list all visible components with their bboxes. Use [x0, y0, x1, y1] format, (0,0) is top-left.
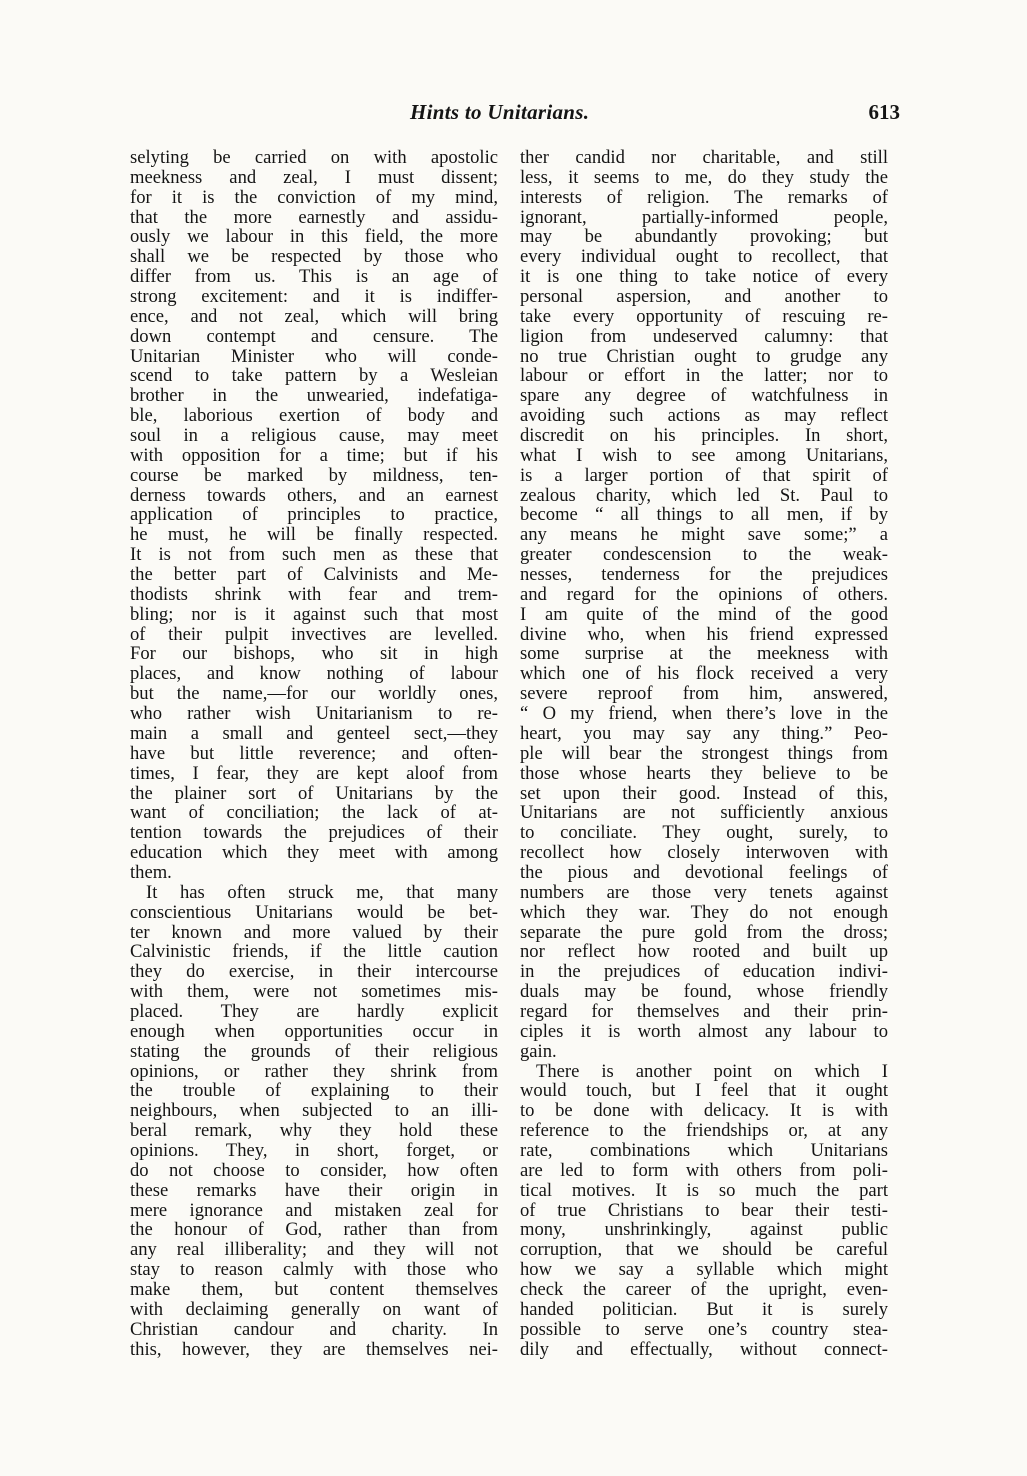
text-line: ously we labour in this field, the more [130, 227, 498, 248]
text-line: education which they meet with among [130, 843, 498, 863]
text-line: avoiding such actions as may reflect [520, 406, 888, 427]
text-line: the trouble of explaining to their [130, 1081, 498, 1102]
text-line: Calvinistic friends, if the little caution [130, 942, 498, 963]
text-line: ther candid nor charitable, and still [520, 148, 888, 168]
text-line: strong excitement: and it is indiffer- [130, 287, 498, 307]
text-line: what I wish to see among Unitarians, [520, 445, 888, 466]
text-line: possible to serve one’s country stea- [520, 1319, 888, 1340]
text-line: but the name,—for our worldly ones, [130, 684, 498, 705]
text-line: who rather wish Unitarianism to re- [130, 704, 498, 724]
text-line: the honour of God, rather than from [130, 1220, 498, 1241]
text-line: dily and effectually, without connect- [520, 1339, 888, 1360]
text-line: conscientious Unitarians would be bet- [130, 902, 498, 923]
text-line: opinions. They, in short, forget, or [130, 1140, 498, 1161]
text-line: tical motives. It is so much the part [520, 1180, 888, 1201]
text-line: times, I fear, they are kept aloof from [130, 763, 498, 784]
left-column [130, 148, 498, 1359]
text-line: less, it seems to me, do they study the [520, 167, 888, 188]
text-line: personal aspersion, and another to [520, 287, 888, 307]
text-line: for it is the conviction of my mind, [130, 187, 498, 208]
text-line: recollect how closely interwoven with [520, 843, 888, 863]
right-column [520, 148, 888, 1359]
text-line: beral remark, why they hold these [130, 1121, 498, 1141]
text-line: brother in the unwearied, indefatiga- [130, 386, 498, 407]
text-line: application of principles to practice, [130, 505, 498, 526]
text-line: places, and know nothing of labour [130, 664, 498, 685]
text-line: he must, he will be finally respected. [130, 525, 498, 546]
text-line: reference to the friendships or, at any [520, 1121, 888, 1141]
text-line: check the career of the upright, even- [520, 1279, 888, 1300]
text-line: Unitarians are not sufficiently anxious [520, 803, 888, 824]
text-line: with them, were not sometimes mis- [130, 982, 498, 1002]
text-line: ligion from undeserved calumny: that [520, 326, 888, 347]
text-line: are led to form with others from poli- [520, 1160, 888, 1181]
text-line: separate the pure gold from the dross; [520, 922, 888, 943]
text-line: in the prejudices of education indivi- [520, 962, 888, 983]
text-line: would touch, but I feel that it ought [520, 1081, 888, 1102]
running-title: Hints to Unitarians. [410, 100, 590, 124]
text-line: ble, laborious exertion of body and [130, 406, 498, 427]
text-line: it is one thing to take notice of every [520, 267, 888, 288]
text-line: rate, combinations which Unitarians [520, 1140, 888, 1161]
text-line: placed. They are hardly explicit [130, 1001, 498, 1022]
text-line: It is not from such men as these that [130, 545, 498, 566]
text-line: ignorant, partially-informed people, [520, 207, 888, 228]
text-line: take every opportunity of rescuing re- [520, 306, 888, 327]
text-line: to be done with delicacy. It is with [520, 1101, 888, 1122]
text-line: the better part of Calvinists and Me- [130, 565, 498, 585]
text-line: differ from us. This is an age of [130, 267, 498, 288]
text-line: meekness and zeal, I must dissent; [130, 167, 498, 188]
text-line: handed politician. But it is surely [520, 1299, 888, 1320]
text-line: is a larger portion of that spirit of [520, 465, 888, 486]
text-line: neighbours, when subjected to an illi- [130, 1101, 498, 1122]
text-line: labour or effort in the latter; nor to [520, 366, 888, 387]
text-line: set upon their good. Instead of this, [520, 783, 888, 804]
text-line: may be abundantly provoking; but [520, 227, 888, 248]
text-line: derness towards others, and an earnest [130, 485, 498, 506]
text-line: course be marked by mildness, ten- [130, 465, 498, 486]
text-line: down contempt and censure. The [130, 326, 498, 347]
text-line: how we say a syllable which might [520, 1260, 888, 1280]
text-line: divine who, when his friend expressed [520, 624, 888, 645]
text-line: any means he might save some;” a [520, 525, 888, 546]
text-line: Christian candour and charity. In [130, 1319, 498, 1340]
text-line: nor reflect how rooted and built up [520, 942, 888, 963]
text-line: become “ all things to all men, if by [520, 505, 888, 526]
text-line: stay to reason calmly with those who [130, 1260, 498, 1280]
text-line: spare any degree of watchfulness in [520, 386, 888, 407]
text-line: “ O my friend, when there’s love in the [520, 704, 888, 724]
text-line: severe reproof from him, answered, [520, 684, 888, 705]
text-line: which they war. They do not enough [520, 902, 888, 923]
text-line: which one of his flock received a very [520, 664, 888, 685]
text-line: every individual ought to recollect, that [520, 247, 888, 268]
text-line: bling; nor is it against such that most [130, 604, 498, 625]
text-line: For our bishops, who sit in high [130, 644, 498, 665]
text-line: mony, unshrinkingly, against public [520, 1220, 888, 1241]
text-line: stating the grounds of their religious [130, 1041, 498, 1062]
text-line: discredit on his principles. In short, [520, 426, 888, 446]
text-line: any real illiberality; and they will not [130, 1240, 498, 1261]
text-line: no true Christian ought to grudge any [520, 346, 888, 367]
text-line: make them, but content themselves [130, 1279, 498, 1300]
text-line: ence, and not zeal, which will bring [130, 306, 498, 327]
text-line: them. [130, 862, 172, 883]
text-line: There is another point on which I [536, 1061, 888, 1082]
text-line: do not choose to consider, how often [130, 1160, 498, 1181]
text-line: shall we be respected by those who [130, 247, 498, 268]
text-line: of their pulpit invectives are levelled. [130, 624, 498, 645]
text-line: ciples it is worth almost any labour to [520, 1021, 888, 1042]
text-line: this, however, they are themselves nei- [130, 1339, 498, 1360]
text-line: mere ignorance and mistaken zeal for [130, 1200, 498, 1221]
text-line: and regard for the opinions of others. [520, 584, 888, 605]
text-line: soul in a religious cause, may meet [130, 426, 498, 446]
text-line: want of conciliation; the lack of at- [130, 803, 498, 824]
text-line: thodists shrink with fear and trem- [130, 584, 498, 605]
text-line: these remarks have their origin in [130, 1180, 498, 1201]
text-line: those whose hearts they believe to be [520, 763, 888, 784]
text-line: numbers are those very tenets against [520, 882, 888, 903]
text-line: Unitarian Minister who will conde- [130, 346, 498, 367]
text-line: ple will bear the strongest things from [520, 743, 888, 764]
text-line: selyting be carried on with apostolic [130, 148, 498, 168]
text-line: the plainer sort of Unitarians by the [130, 783, 498, 804]
text-line: I am quite of the mind of the good [520, 604, 888, 625]
text-line: scend to take pattern by a Wesleian [130, 366, 498, 387]
text-line: heart, you may say any thing.” Peo- [520, 723, 888, 744]
text-line: enough when opportunities occur in [130, 1021, 498, 1042]
text-line: zealous charity, which led St. Paul to [520, 485, 888, 506]
text-line: opinions, or rather they shrink from [130, 1061, 498, 1082]
text-line: with declaiming generally on want of [130, 1299, 498, 1320]
page-header [130, 100, 900, 134]
text-line: the pious and devotional feelings of [520, 862, 888, 883]
text-line: that the more earnestly and assidu- [130, 207, 498, 228]
page-number: 613 [868, 100, 900, 124]
text-line: regard for themselves and their prin- [520, 1001, 888, 1022]
text-line: greater condescension to the weak- [520, 545, 888, 566]
text-line: corruption, that we should be careful [520, 1240, 888, 1261]
text-line: tention towards the prejudices of their [130, 823, 498, 844]
text-line: gain. [520, 1041, 557, 1062]
text-line: nesses, tenderness for the prejudices [520, 565, 888, 585]
text-line: interests of religion. The remarks of [520, 187, 888, 208]
text-line: ter known and more valued by their [130, 922, 498, 943]
text-line: they do exercise, in their intercourse [130, 962, 498, 983]
text-line: have but little reverence; and often- [130, 743, 498, 764]
text-line: some surprise at the meekness with [520, 644, 888, 665]
text-line: of true Christians to bear their testi- [520, 1200, 888, 1221]
text-line: It has often struck me, that many [146, 882, 498, 903]
text-line: to conciliate. They ought, surely, to [520, 823, 888, 844]
text-line: with opposition for a time; but if his [130, 445, 498, 466]
text-line: main a small and genteel sect,—they [130, 723, 498, 744]
text-line: duals may be found, whose friendly [520, 982, 888, 1002]
